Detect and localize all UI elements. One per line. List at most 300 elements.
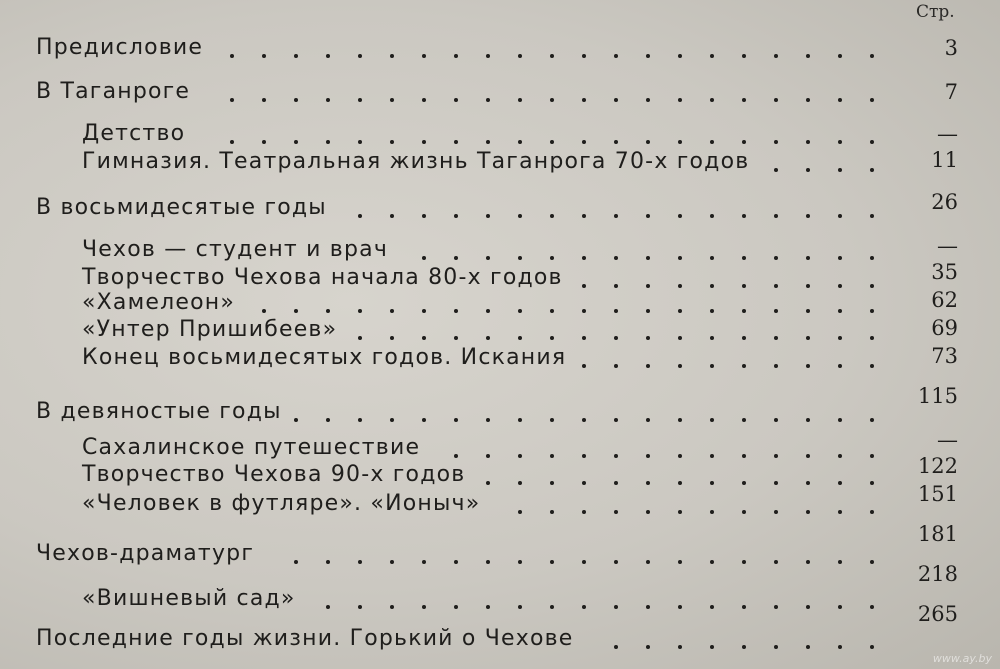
leader-dot: [326, 605, 330, 609]
toc-row: [0, 148, 1000, 178]
leader-dot: [646, 645, 650, 649]
leader-dot: [806, 454, 810, 458]
toc-title: «Вишневый сад»: [82, 586, 296, 611]
leader-dot: [550, 336, 554, 340]
leader-dot: [422, 214, 426, 218]
toc-title: Чехов-драматург: [36, 541, 255, 566]
leader-dot: [806, 510, 810, 514]
leader-dot: [454, 560, 458, 564]
leader-dot: [614, 364, 618, 368]
leader-dot: [678, 364, 682, 368]
watermark: www.ay.by: [932, 652, 992, 665]
leader-dot: [390, 605, 394, 609]
leader-dot: [678, 481, 682, 485]
leader-dot: [614, 214, 618, 218]
leader-dot: [870, 140, 874, 144]
leader-dot: [870, 510, 874, 514]
leader-dot: [774, 454, 778, 458]
leader-dot: [518, 256, 522, 260]
leader-dot: [358, 98, 362, 102]
leader-dot: [838, 560, 842, 564]
leader-dot: [486, 605, 490, 609]
leader-dot: [518, 214, 522, 218]
leader-dot: [710, 140, 714, 144]
leader-dot: [742, 256, 746, 260]
leader-dot: [678, 140, 682, 144]
leader-dot: [262, 98, 266, 102]
leader-dot: [390, 418, 394, 422]
leader-dot: [838, 336, 842, 340]
leader-dot: [678, 560, 682, 564]
leader-dot: [838, 605, 842, 609]
leader-dot: [710, 214, 714, 218]
leader-dot: [646, 560, 650, 564]
leader-dot: [550, 214, 554, 218]
leader-dot: [294, 54, 298, 58]
leader-dot: [422, 140, 426, 144]
leader-dot: [390, 98, 394, 102]
leader-dot: [550, 140, 554, 144]
leader-dot: [870, 256, 874, 260]
leader-dot: [678, 98, 682, 102]
toc-row: [0, 585, 1000, 615]
leader-dot: [486, 140, 490, 144]
leader-dot: [838, 364, 842, 368]
leader-dot: [870, 560, 874, 564]
leader-dot: [710, 418, 714, 422]
leader-dot: [550, 605, 554, 609]
leader-dot: [806, 214, 810, 218]
toc-page-number: 35: [931, 260, 958, 284]
leader-dot: [774, 168, 778, 172]
leader-dot: [614, 510, 618, 514]
leader-dot: [518, 481, 522, 485]
leader-dot: [614, 54, 618, 58]
leader-dot: [646, 284, 650, 288]
leader-dot: [678, 418, 682, 422]
leader-dot: [422, 98, 426, 102]
toc-page-number: 3: [944, 36, 958, 60]
leader-dot: [806, 54, 810, 58]
leader-dot: [838, 168, 842, 172]
toc-page-number: 11: [931, 148, 958, 172]
leader-dot: [774, 560, 778, 564]
leader-dot: [486, 560, 490, 564]
toc-row: [0, 78, 1000, 108]
leader-dot: [326, 560, 330, 564]
leader-dot: [838, 309, 842, 313]
leader-dot: [614, 454, 618, 458]
leader-dot: [806, 140, 810, 144]
leader-dot: [326, 54, 330, 58]
leader-dot: [294, 560, 298, 564]
leader-dot: [582, 605, 586, 609]
leader-dot: [838, 214, 842, 218]
leader-dot: [614, 98, 618, 102]
leader-dot: [614, 256, 618, 260]
leader-dot: [486, 214, 490, 218]
leader-dot: [806, 309, 810, 313]
leader-dot: [550, 560, 554, 564]
toc-row: [0, 625, 1000, 655]
leader-dot: [710, 605, 714, 609]
leader-dot: [710, 645, 714, 649]
leader-dot: [358, 605, 362, 609]
leader-dot: [870, 168, 874, 172]
toc-page-number: 62: [931, 288, 958, 312]
leader-dot: [678, 510, 682, 514]
toc-row: [0, 236, 1000, 266]
leader-dot: [518, 510, 522, 514]
leader-dot: [774, 54, 778, 58]
leader-dot: [454, 214, 458, 218]
leader-dot: [742, 54, 746, 58]
leader-dot: [838, 54, 842, 58]
leader-dot: [230, 98, 234, 102]
leader-dot: [710, 336, 714, 340]
leader-dot: [326, 98, 330, 102]
leader-dot: [774, 140, 778, 144]
leader-dot: [614, 645, 618, 649]
leader-dot: [582, 510, 586, 514]
toc-page-number: 265: [917, 602, 958, 626]
leader-dot: [838, 256, 842, 260]
toc-row: [0, 434, 1000, 464]
toc-page-number: 151: [917, 482, 958, 506]
toc-page-number: 69: [931, 316, 958, 340]
leader-dot: [678, 284, 682, 288]
leader-dot: [806, 364, 810, 368]
leader-dot: [710, 256, 714, 260]
leader-dot: [582, 418, 586, 422]
leader-dot: [646, 98, 650, 102]
leader-dot: [262, 309, 266, 313]
toc-title: «Человек в футляре». «Ионыч»: [82, 491, 481, 516]
toc-row: [0, 461, 1000, 491]
toc-row: [0, 490, 1000, 520]
leader-dot: [390, 54, 394, 58]
leader-dot: [806, 605, 810, 609]
leader-dot: [806, 645, 810, 649]
leader-dot: [710, 364, 714, 368]
leader-dot: [710, 481, 714, 485]
leader-dot: [646, 481, 650, 485]
leader-dot: [358, 336, 362, 340]
leader-dot: [582, 364, 586, 368]
toc-page-number: 122: [917, 454, 958, 478]
leader-dot: [582, 560, 586, 564]
leader-dot: [646, 256, 650, 260]
leader-dot: [486, 98, 490, 102]
leader-dot: [582, 336, 586, 340]
leader-dot: [614, 560, 618, 564]
leader-dot: [646, 140, 650, 144]
leader-dot: [614, 140, 618, 144]
leader-dot: [870, 605, 874, 609]
leader-dot: [550, 418, 554, 422]
toc-page-number: —: [937, 234, 958, 258]
leader-dot: [774, 256, 778, 260]
leader-dot: [326, 140, 330, 144]
toc-title: Предисловие: [36, 35, 204, 60]
leader-dot: [870, 98, 874, 102]
leader-dot: [486, 454, 490, 458]
leader-dot: [550, 256, 554, 260]
leader-dot: [454, 256, 458, 260]
leader-dot: [518, 140, 522, 144]
toc-title: «Унтер Пришибеев»: [82, 317, 338, 342]
leader-dot: [582, 256, 586, 260]
leader-dot: [710, 98, 714, 102]
leader-dot: [806, 560, 810, 564]
leader-dot: [358, 214, 362, 218]
leader-dot: [294, 418, 298, 422]
leader-dot: [838, 510, 842, 514]
leader-dot: [678, 54, 682, 58]
leader-dot: [678, 645, 682, 649]
leader-dot: [614, 336, 618, 340]
leader-dot: [646, 364, 650, 368]
leader-dot: [614, 605, 618, 609]
leader-dot: [422, 309, 426, 313]
leader-dot: [742, 98, 746, 102]
leader-dot: [262, 54, 266, 58]
leader-dot: [774, 214, 778, 218]
leader-dot: [838, 98, 842, 102]
leader-dot: [454, 98, 458, 102]
leader-dot: [454, 605, 458, 609]
toc-row: [0, 316, 1000, 346]
leader-dot: [454, 309, 458, 313]
toc-title: Творчество Чехова 90-х годов: [82, 462, 466, 487]
leader-dot: [838, 284, 842, 288]
toc-title: Детство: [82, 121, 186, 146]
leader-dot: [390, 560, 394, 564]
leader-dot: [774, 481, 778, 485]
leader-dot: [838, 481, 842, 485]
toc-title: В Таганроге: [36, 79, 191, 104]
leader-dot: [518, 98, 522, 102]
leader-dot: [422, 336, 426, 340]
leader-dot: [326, 309, 330, 313]
leader-dot: [518, 454, 522, 458]
leader-dot: [646, 336, 650, 340]
leader-dot: [454, 418, 458, 422]
leader-dot: [678, 214, 682, 218]
leader-dot: [486, 309, 490, 313]
leader-dot: [518, 418, 522, 422]
leader-dot: [870, 454, 874, 458]
leader-dot: [774, 510, 778, 514]
leader-dot: [582, 481, 586, 485]
leader-dot: [710, 510, 714, 514]
toc-page-number: —: [937, 428, 958, 452]
leader-dot: [774, 418, 778, 422]
toc-row: [0, 398, 1000, 428]
leader-dot: [518, 309, 522, 313]
toc-title: В восьмидесятые годы: [36, 195, 327, 220]
leader-dot: [358, 140, 362, 144]
leader-dot: [838, 454, 842, 458]
leader-dot: [550, 309, 554, 313]
leader-dot: [870, 645, 874, 649]
toc-row: [0, 120, 1000, 150]
leader-dot: [870, 364, 874, 368]
leader-dot: [454, 54, 458, 58]
leader-dot: [518, 336, 522, 340]
toc-page-number: 26: [931, 190, 958, 214]
leader-dot: [774, 605, 778, 609]
toc-page-number: 73: [931, 344, 958, 368]
leader-dot: [454, 140, 458, 144]
toc-row: [0, 289, 1000, 319]
leader-dot: [774, 98, 778, 102]
leader-dot: [742, 336, 746, 340]
leader-dot: [678, 309, 682, 313]
page-column-label: Стр.: [916, 2, 955, 22]
leader-dot: [230, 140, 234, 144]
leader-dot: [774, 309, 778, 313]
leader-dot: [294, 309, 298, 313]
leader-dot: [806, 481, 810, 485]
leader-dot: [646, 54, 650, 58]
leader-dot: [486, 256, 490, 260]
leader-dot: [742, 309, 746, 313]
toc-title: Чехов — студент и врач: [82, 237, 389, 262]
leader-dot: [742, 481, 746, 485]
leader-dot: [710, 54, 714, 58]
leader-dot: [710, 284, 714, 288]
leader-dot: [742, 560, 746, 564]
leader-dot: [742, 510, 746, 514]
leader-dot: [774, 364, 778, 368]
leader-dot: [582, 140, 586, 144]
leader-dot: [742, 454, 746, 458]
leader-dot: [806, 98, 810, 102]
leader-dot: [806, 168, 810, 172]
toc-page-number: 181: [917, 522, 958, 546]
toc-row: [0, 540, 1000, 570]
leader-dot: [838, 140, 842, 144]
leader-dot: [742, 284, 746, 288]
leader-dot: [678, 605, 682, 609]
leader-dot: [838, 645, 842, 649]
leader-dot: [486, 481, 490, 485]
leader-dot: [518, 54, 522, 58]
leader-dot: [646, 309, 650, 313]
leader-dot: [550, 481, 554, 485]
leader-dot: [646, 605, 650, 609]
leader-dot: [870, 418, 874, 422]
toc-page-number: 7: [944, 80, 958, 104]
leader-dot: [614, 284, 618, 288]
leader-dot: [422, 418, 426, 422]
leader-dot: [678, 256, 682, 260]
leader-dot: [774, 336, 778, 340]
leader-dot: [230, 54, 234, 58]
toc-page-number: 115: [917, 384, 958, 408]
leader-dot: [742, 140, 746, 144]
leader-dot: [582, 54, 586, 58]
leader-dot: [422, 54, 426, 58]
leader-dot: [710, 454, 714, 458]
leader-dot: [582, 454, 586, 458]
leader-dot: [582, 309, 586, 313]
leader-dot: [774, 645, 778, 649]
leader-dot: [806, 256, 810, 260]
toc-page-number: —: [937, 122, 958, 146]
leader-dot: [678, 454, 682, 458]
leader-dot: [742, 605, 746, 609]
leader-dot: [710, 309, 714, 313]
leader-dot: [742, 364, 746, 368]
leader-dot: [646, 510, 650, 514]
toc-title: Гимназия. Театральная жизнь Таганрога 70-х годов: [82, 149, 750, 174]
leader-dot: [582, 284, 586, 288]
toc-title: Конец восьмидесятых годов. Искания: [82, 345, 567, 370]
leader-dot: [518, 560, 522, 564]
leader-dot: [742, 214, 746, 218]
toc-row: [0, 34, 1000, 64]
leader-dot: [358, 560, 362, 564]
toc-title: Творчество Чехова начала 80-х годов: [82, 265, 563, 290]
leader-dot: [806, 284, 810, 288]
leader-dot: [390, 140, 394, 144]
leader-dot: [486, 54, 490, 58]
leader-dot: [742, 418, 746, 422]
toc-title: Сахалинское путешествие: [82, 435, 421, 460]
leader-dot: [422, 560, 426, 564]
leader-dot: [550, 54, 554, 58]
leader-dot: [710, 560, 714, 564]
leader-dot: [870, 481, 874, 485]
toc-row: [0, 344, 1000, 374]
leader-dot: [294, 98, 298, 102]
leader-dot: [774, 284, 778, 288]
leader-dot: [518, 605, 522, 609]
leader-dot: [454, 336, 458, 340]
toc-title: В девяностые годы: [36, 399, 282, 424]
leader-dot: [358, 309, 362, 313]
leader-dot: [454, 454, 458, 458]
leader-dot: [646, 418, 650, 422]
leader-dot: [390, 336, 394, 340]
leader-dot: [806, 418, 810, 422]
leader-dot: [294, 140, 298, 144]
leader-dot: [422, 605, 426, 609]
leader-dot: [870, 214, 874, 218]
toc-title: Последние годы жизни. Горький о Чехове: [36, 626, 574, 651]
toc-page-number: 218: [917, 562, 958, 586]
leader-dot: [582, 98, 586, 102]
leader-dot: [358, 418, 362, 422]
leader-dot: [390, 309, 394, 313]
leader-dot: [486, 418, 490, 422]
leader-dot: [390, 214, 394, 218]
leader-dot: [582, 214, 586, 218]
leader-dot: [550, 98, 554, 102]
leader-dot: [550, 510, 554, 514]
leader-dot: [806, 336, 810, 340]
leader-dot: [870, 54, 874, 58]
leader-dot: [614, 418, 618, 422]
leader-dot: [358, 54, 362, 58]
leader-dot: [870, 336, 874, 340]
leader-dot: [326, 418, 330, 422]
leader-dot: [646, 454, 650, 458]
leader-dot: [614, 481, 618, 485]
leader-dot: [870, 309, 874, 313]
